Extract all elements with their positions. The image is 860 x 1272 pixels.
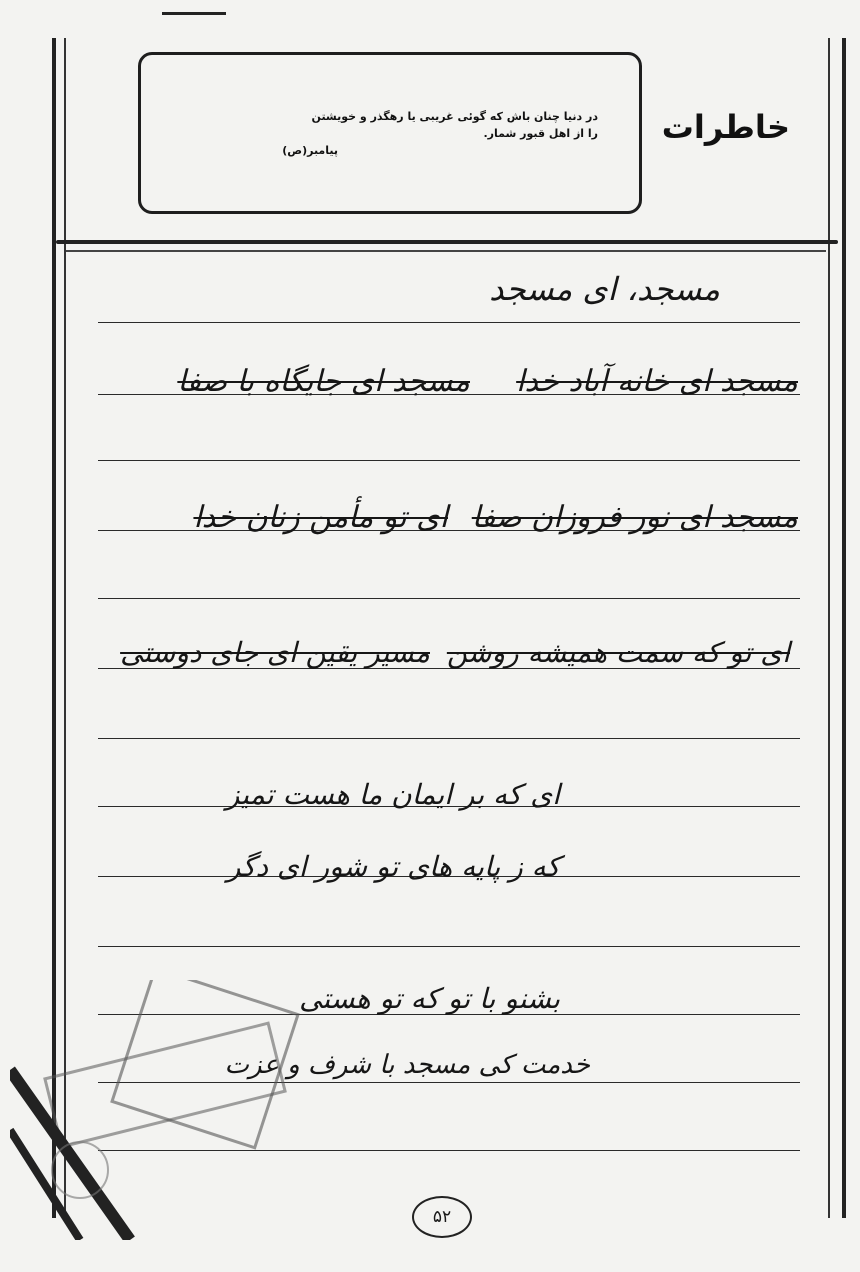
poem-line-2-left: ای تو مأمن زنان خدا [193, 500, 448, 535]
ruled-line [98, 738, 800, 739]
stamp-image [10, 980, 340, 1240]
quote-attribution: پیامبر(ص) [282, 144, 338, 157]
ruled-line [98, 322, 800, 323]
poem-line-1-right: مسجد ای خانه آباد خدا [516, 364, 798, 399]
poem-line-5: که ز پایه های تو شور ای دگر [226, 850, 560, 883]
poem-line-3-right: ای تو که سمت همیشه روشن [446, 636, 790, 669]
header-divider [56, 240, 838, 244]
ruled-line [98, 946, 800, 947]
poem-line-2-right: مسجد ای نور فروزان صفا [471, 500, 798, 535]
quote-text [218, 108, 598, 157]
poem-line-7: خدمت کی مسجد با شرف و عزت [224, 1050, 590, 1080]
poem-line-1-left: مسجد ای جایگاه با صفا [177, 364, 470, 399]
poem-line-4: ای که بر ایمان ما هست تمیز [225, 778, 560, 811]
poem-line-6: بشنو با تو که تو هستی [299, 982, 560, 1015]
poem-title: مسجد، ای مسجد [489, 270, 720, 308]
poem-line-3-left: مسیر یقین ای جای دوستی [120, 636, 430, 669]
quote-line-2: را از اهل قبور شمار. [483, 127, 598, 140]
ruled-line [98, 598, 800, 599]
ruled-line [98, 460, 800, 461]
header-divider-inner [66, 250, 826, 252]
page-number: ۵۲ [412, 1196, 472, 1238]
quote-line-1: در دنیا چنان باش که گوئی غریبی یا رهگذر و خویشتن [311, 110, 598, 123]
page-heading: خاطرات [661, 108, 790, 146]
scan-mark [162, 12, 226, 15]
